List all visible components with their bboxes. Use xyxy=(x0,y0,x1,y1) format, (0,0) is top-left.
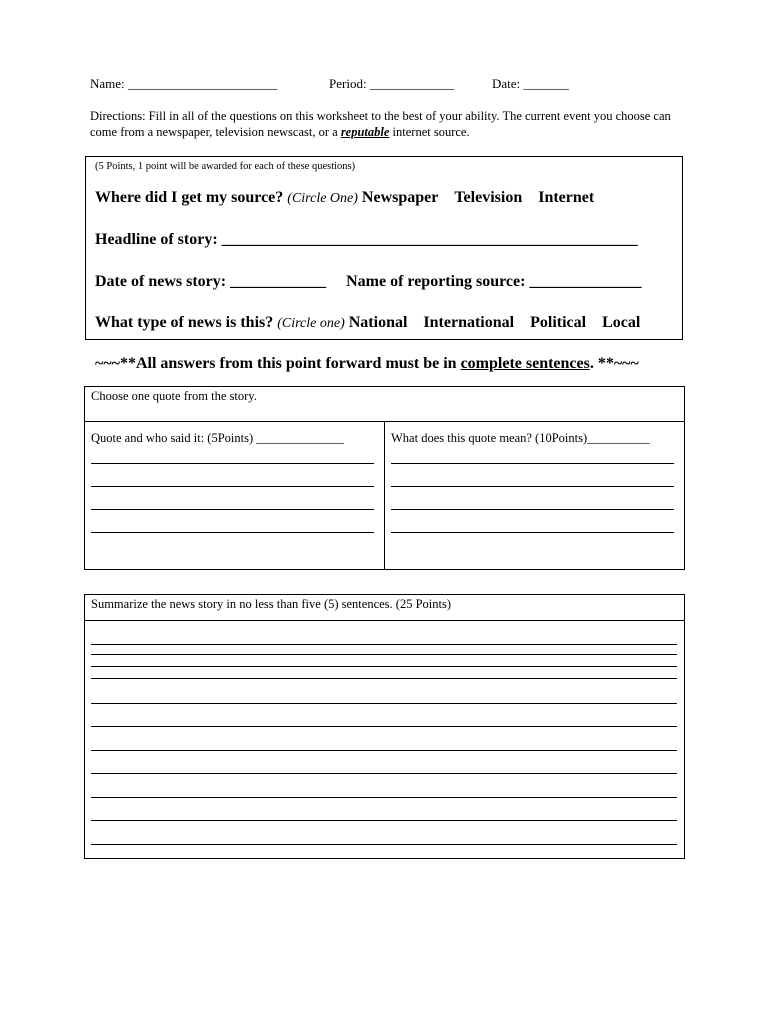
summary-prompt: Summarize the news story in no less than five (5) sentences. (25 Points) xyxy=(91,597,451,611)
meaning-label: What does this quote mean? (10Points)__________ xyxy=(391,431,650,445)
directions-emphasis: reputable xyxy=(340,125,390,139)
source-option-internet[interactable]: Internet xyxy=(538,189,595,206)
period-field[interactable]: Period: _____________ xyxy=(329,76,455,91)
answer-line[interactable] xyxy=(391,509,674,510)
summary-line[interactable] xyxy=(91,703,677,704)
summary-line[interactable] xyxy=(91,666,677,667)
summary-line[interactable] xyxy=(91,726,677,727)
type-option-international[interactable]: International xyxy=(423,314,515,331)
source-question: Where did I get my source? xyxy=(95,189,284,206)
summary-line[interactable] xyxy=(91,750,677,751)
date-field[interactable]: Date: _______ xyxy=(492,76,569,91)
summary-line[interactable] xyxy=(91,820,677,821)
answer-line[interactable] xyxy=(91,463,374,464)
date-reporting-row xyxy=(95,273,641,291)
directions-text: Directions: Fill in all of the questions on this worksheet to the best of your ability. The current event you choose can come from a newspaper, television newscast, or a xyxy=(90,109,671,139)
summary-line[interactable] xyxy=(91,773,677,774)
answer-line[interactable] xyxy=(91,509,374,510)
headline-field[interactable]: Headline of story: ____________________________________________________ xyxy=(95,231,638,248)
summary-line[interactable] xyxy=(91,644,677,645)
source-question-row xyxy=(95,189,594,207)
type-option-local[interactable]: Local xyxy=(602,314,641,331)
name-field[interactable]: Name: _______________________ xyxy=(90,76,278,91)
story-date-field[interactable]: Date of news story: ____________ xyxy=(95,273,327,290)
summary-prompt-row xyxy=(85,595,684,621)
summary-line[interactable] xyxy=(91,797,677,798)
instruction-emphasis: complete sentences xyxy=(460,355,590,372)
source-info-box xyxy=(85,156,683,340)
summary-line[interactable] xyxy=(91,844,677,845)
answer-line[interactable] xyxy=(391,486,674,487)
summary-line[interactable] xyxy=(91,654,677,655)
answer-line[interactable] xyxy=(391,532,674,533)
type-question: What type of news is this? xyxy=(95,314,274,331)
quote-left-cell[interactable] xyxy=(85,421,385,569)
source-option-television[interactable]: Television xyxy=(454,189,523,206)
source-hint: (Circle One) xyxy=(287,191,358,206)
type-hint: (Circle one) xyxy=(277,316,345,331)
news-type-row xyxy=(95,314,640,332)
reporting-source-field[interactable]: Name of reporting source: ______________ xyxy=(346,273,642,290)
directions xyxy=(90,108,690,140)
quote-label: Quote and who said it: (5Points) ______________ xyxy=(91,431,344,445)
directions-text-end: internet source. xyxy=(389,125,470,139)
complete-sentences-instruction: ~~~**All answers from this point forward must be in complete sentences. **~~~ xyxy=(95,355,639,372)
type-option-national[interactable]: National xyxy=(348,314,408,331)
answer-line[interactable] xyxy=(391,463,674,464)
answer-line[interactable] xyxy=(91,532,374,533)
quote-right-cell[interactable] xyxy=(385,421,684,569)
quote-prompt-row xyxy=(85,387,684,422)
points-note: (5 Points, 1 point will be awarded for each of these questions) xyxy=(95,161,356,172)
quote-prompt: Choose one quote from the story. xyxy=(91,389,257,403)
answer-line[interactable] xyxy=(91,486,374,487)
source-option-newspaper[interactable]: Newspaper xyxy=(361,189,439,206)
summary-line[interactable] xyxy=(91,678,677,679)
quote-box xyxy=(84,386,685,570)
type-option-political[interactable]: Political xyxy=(530,314,587,331)
summary-box xyxy=(84,594,685,859)
